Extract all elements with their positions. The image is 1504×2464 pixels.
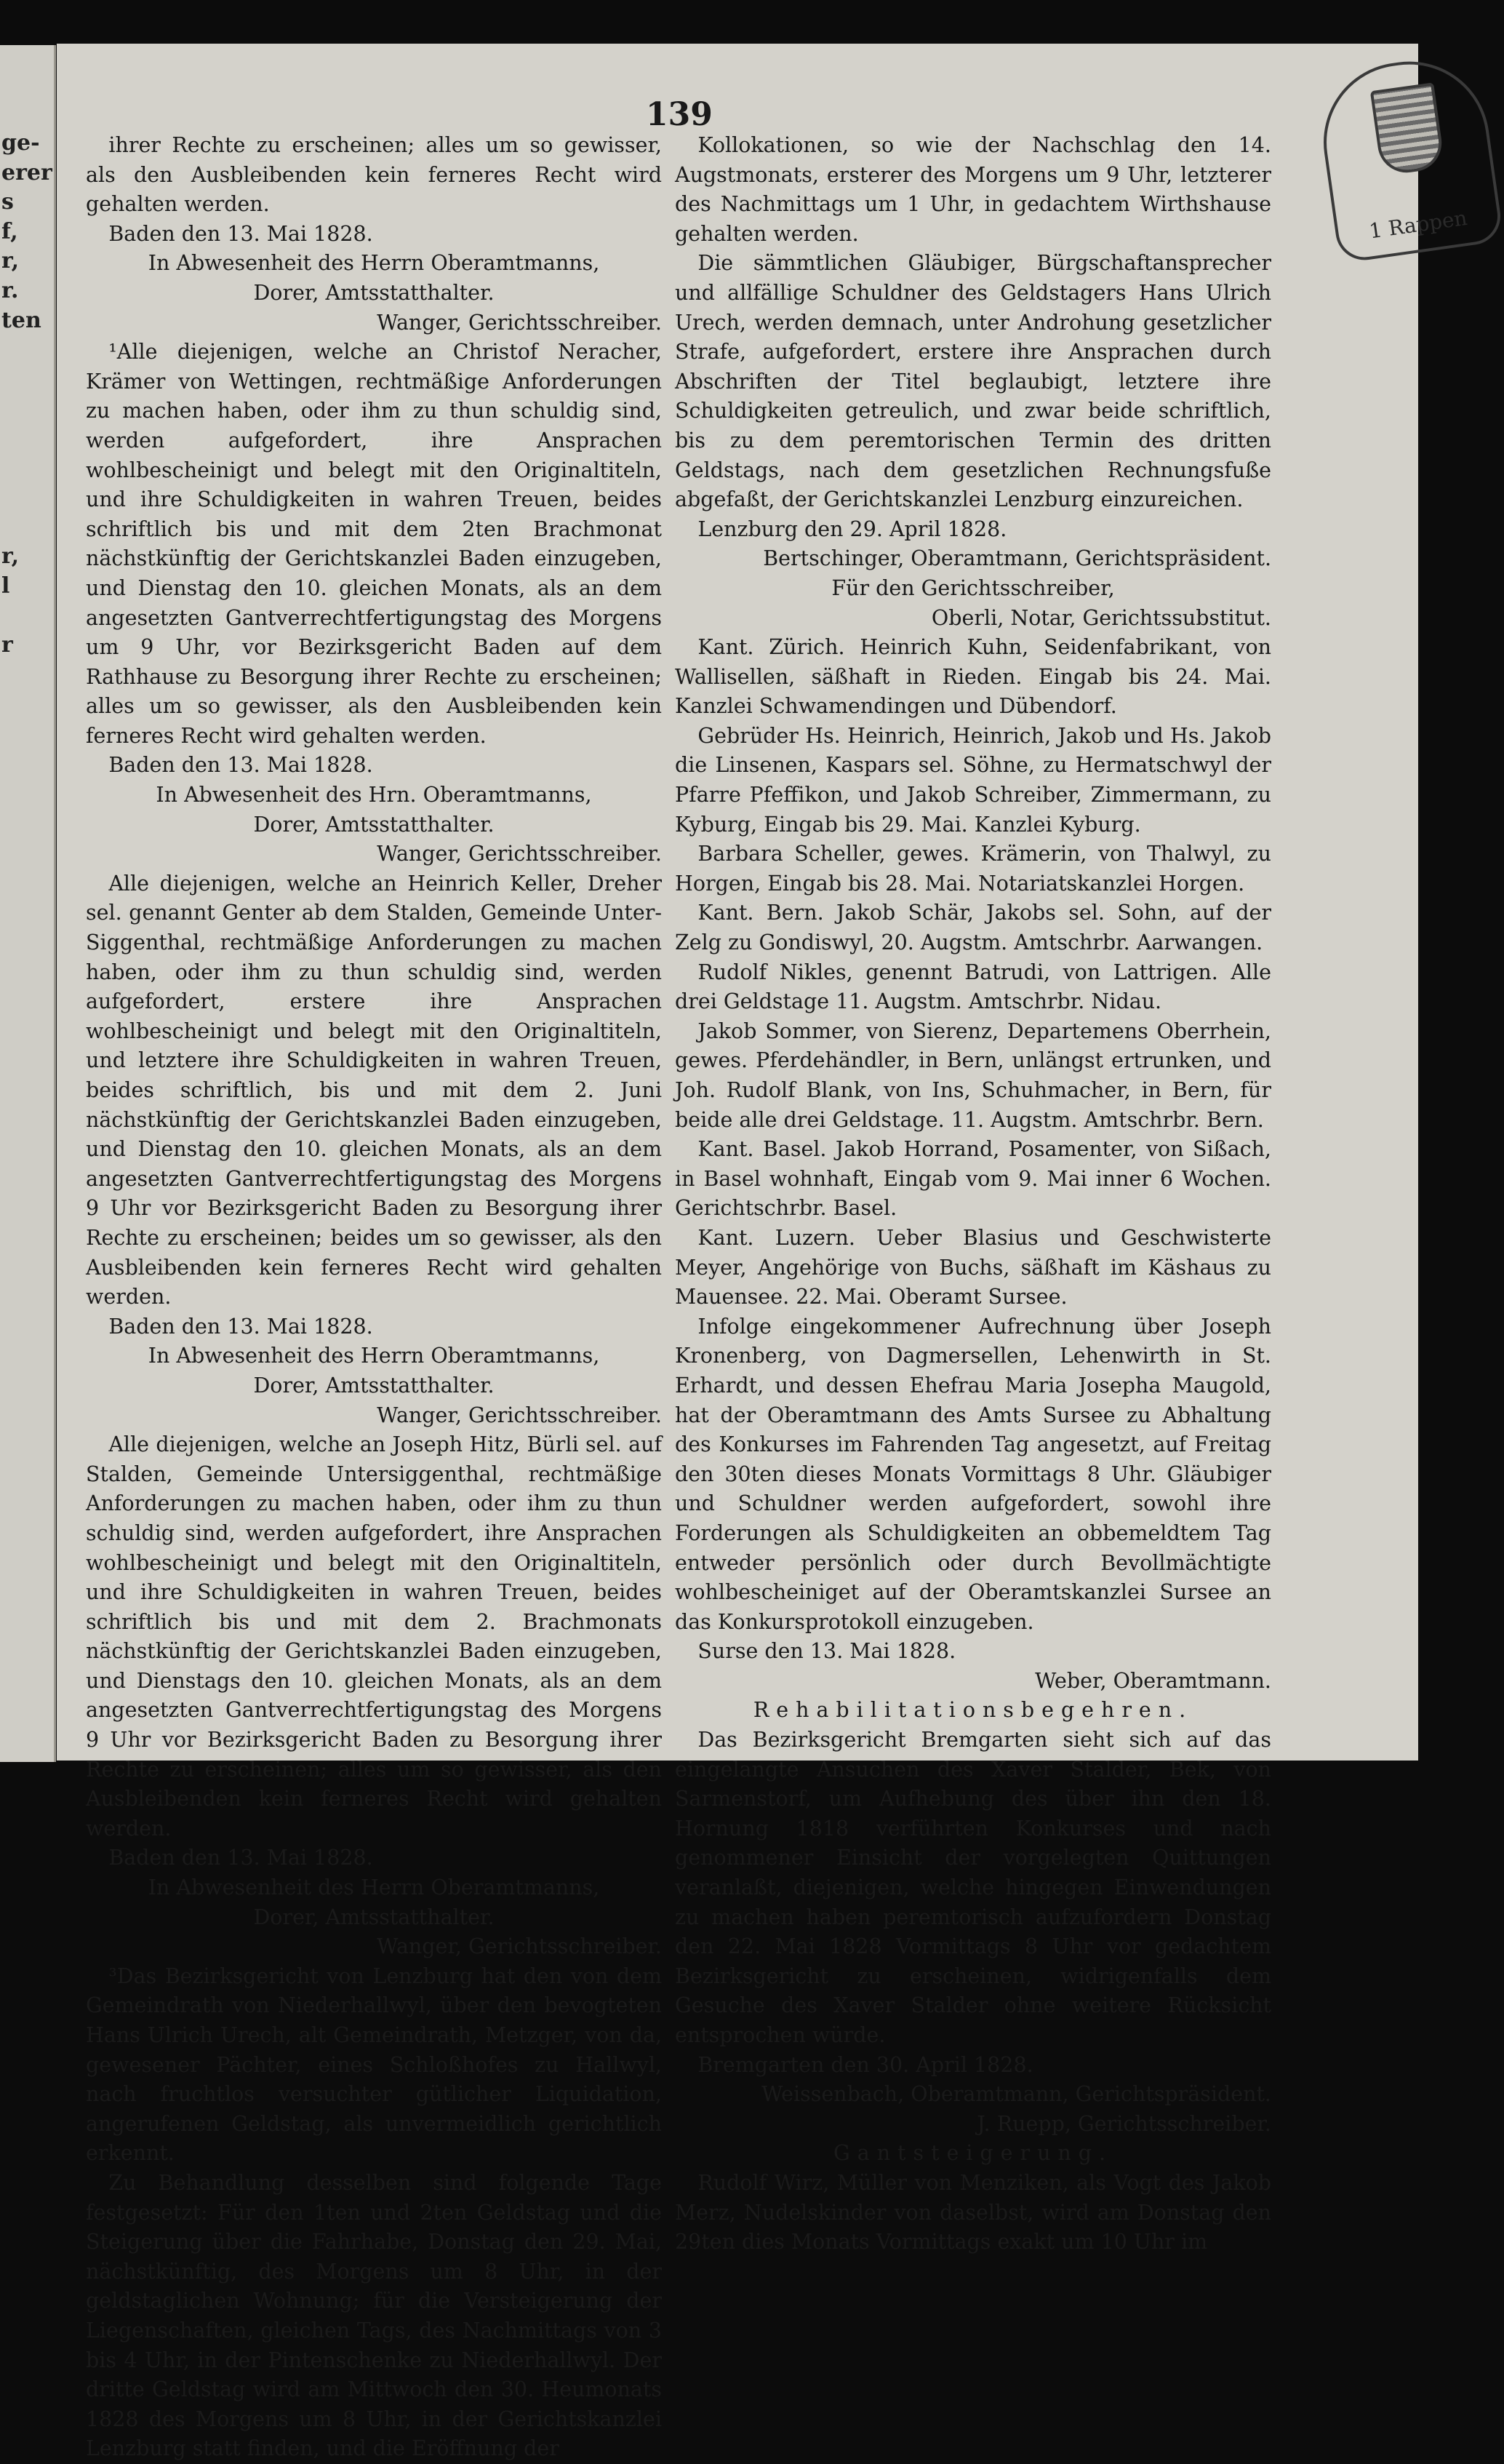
text-block: Baden den 13. Mai 1828. <box>108 1846 373 1870</box>
text-block: ihrer Rechte zu erscheinen; alles um so gewisser, als den Ausbleibenden kein ferneres Recht wird gehalten werden. <box>86 133 662 217</box>
text-block: Baden den 13. Mai 1828. <box>108 753 373 778</box>
text-block: Jakob Sommer, von Sierenz, Departemens Oberrhein, gewes. Pferdehändler, in Bern, unlängst ertrunken, und Joh. Rudolf Blank, von Ins, Schuhmacher, in Bern, für beide alle drei Geldstage. 11. Augstm. Amtschrbr. Bern. <box>675 1018 1271 1132</box>
text-block: ³Das Bezirksgericht von Lenzburg hat den von dem Gemeindrath von Niederhallwyl, über den bevogteten Hans Ulrich Urech, alt Gemeindrath, Metzger, von da, gewesener Pächter, eines Schloßhofes zu Hallwyl, nach fruchtlos versuchter gütlicher Liquidation, angerufenen Geldstag, als unvermeidlich gerichtlich erkennt. <box>86 1963 662 2166</box>
stamp-label: 1 Rappen <box>1367 205 1469 244</box>
text-block: Bremgarten den 30. April 1828. <box>697 2052 1033 2077</box>
text-block: In Abwesenheit des Herrn Oberamtmanns, <box>148 1875 600 1900</box>
right-column <box>675 131 1271 2257</box>
text-block: Dorer, Amtsstatthalter. <box>253 812 495 837</box>
text-block: Rudolf Wirz, Müller von Menziken, als Vogt des Jakob Merz, Nudelskinder von daselbst, wird am Donstag den 29ten dies Monats Vormittags exakt um 10 Uhr im <box>675 2170 1271 2254</box>
margin-fragment: r, <box>1 248 20 274</box>
text-block: Dorer, Amtsstatthalter. <box>253 1905 495 1929</box>
text-block: ¹Alle diejenigen, welche an Christof Neracher, Krämer von Wettingen, rechtmäßige Anforderungen zu machen haben, oder ihm zu thun schuldig sind, werden aufgefordert, ihre Ansprachen wohlbescheinigt und belegt mit den Originaltiteln, und ihre Schuldigkeiten in wahren Treuen, beides schriftlich bis und mit dem 2ten Brachmonat nächstkünftig der Gerichtskanzlei Baden einzugeben, und Dienstag den 10. gleichen Monats, als an dem angesetzten Gantverrechtfertigungstag des Morgens um 9 Uhr, vor Bezirksgericht Baden auf dem Rathhause zu Besorgung ihrer Rechte zu erscheinen; alles um so gewisser, als den Ausbleibenden kein ferneres Recht wird gehalten werden. <box>86 340 662 748</box>
margin-fragment: erer <box>1 159 52 186</box>
text-block: Kant. Bern. Jakob Schär, Jakobs sel. Sohn, auf der Zelg zu Gondiswyl, 20. Augstm. Amtschrbr. Aarwangen. <box>675 901 1271 955</box>
text-block: Wanger, Gerichtsschreiber. <box>377 842 662 866</box>
previous-page-edge <box>0 45 56 1762</box>
shield-icon <box>1370 82 1446 176</box>
text-block: Die sämmtlichen Gläubiger, Bürgschaftansprecher und allfällige Schuldner des Geldstagers Hans Ulrich Urech, werden demnach, unter Androhung gesetzlicher Strafe, aufgefordert, erstere ihre Ansprachen durch Abschriften der Titel beglaubigt, letztere ihre Schuldigkeiten getreulich, und zwar beide schriftlich, bis zu dem peremtorischen Termin des dritten Geldstags, nach dem gesetzlichen Rechnungsfuße abgefaßt, der Gerichtskanzlei Lenzburg einzureichen. <box>675 251 1271 512</box>
text-block: Kant. Luzern. Ueber Blasius und Geschwisterte Meyer, Angehörige von Buchs, säßhaft im Käshaus zu Mauensee. 22. Mai. Oberamt Sursee. <box>675 1225 1271 1309</box>
margin-fragment: ge- <box>1 130 40 156</box>
text-block: Bertschinger, Oberamtmann, Gerichtspräsident. <box>763 546 1271 571</box>
margin-fragment: s <box>1 189 14 215</box>
text-block: Baden den 13. Mai 1828. <box>108 1314 373 1339</box>
section-heading: Rehabilitationsbegehren. <box>753 1698 1193 1723</box>
margin-fragment: f, <box>1 218 18 244</box>
left-column <box>86 131 662 2464</box>
text-block: Wanger, Gerichtsschreiber. <box>377 310 662 335</box>
text-block: Kollokationen, so wie der Nachschlag den 14. Augstmonats, ersterer des Morgens um 9 Uhr, letzterer des Nachmittags um 1 Uhr, in gedachtem Wirthshause gehalten werden. <box>675 133 1271 246</box>
text-block: Das Bezirksgericht Bremgarten sieht sich auf das eingelangte Ansuchen des Xaver Stalder, Bek, von Sarmenstorf, um Aufhebung des über ihn den 18. Hornung 1818 verführten Konkurses und nach genommener Einsicht der vorgelegten Quittungen veranlaßt, diejenigen, welche hingegen Einwendungen zu machen haben peremtorisch aufzufordern Donstag den 22. Mai 1828 Vormittags 8 Uhr vor gedachtem Bezirksgericht zu erscheinen, widrigenfalls dem Gesuche des Xaver Stalder ohne weitere Rücksicht entsprochen würde. <box>675 1728 1271 2047</box>
text-block: Surse den 13. Mai 1828. <box>697 1639 956 1664</box>
text-block: Kant. Basel. Jakob Horrand, Posamenter, von Sißach, in Basel wohnhaft, Eingab vom 9. Mai inner 6 Wochen. Gerichtschrbr. Basel. <box>675 1137 1271 1221</box>
margin-fragment: r, <box>1 543 20 570</box>
text-block: Weber, Oberamtmann. <box>1035 1668 1271 1693</box>
text-block: Baden den 13. Mai 1828. <box>108 221 373 246</box>
text-block: Alle diejenigen, welche an Joseph Hitz, Bürli sel. auf Stalden, Gemeinde Untersiggenthal, rechtmäßige Anforderungen zu machen haben, oder ihm zu thun schuldig sind, werden aufgefordert, ihre Ansprachen wohlbescheinigt und belegt mit den Originaltiteln, und ihre Schuldigkeiten in wahren Treuen, beides schriftlich bis und mit dem 2. Brachmonats nächstkünftig der Gerichtskanzlei Baden einzugeben, und Dienstags den 10. gleichen Monats, als an dem angesetzten Gantverrechtfertigungstag des Morgens 9 Uhr vor Bezirksgericht Baden zu Besorgung ihrer Rechte zu erscheinen; alles um so gewisser, als den Ausbleibenden kein ferneres Recht wird gehalten werden. <box>86 1432 662 1841</box>
text-block: In Abwesenheit des Hrn. Oberamtmanns, <box>156 783 592 808</box>
text-block: Weissenbach, Oberamtmann, Gerichtspräsident. <box>761 2082 1271 2107</box>
text-block: In Abwesenheit des Herrn Oberamtmanns, <box>148 1344 600 1368</box>
text-block: Barbara Scheller, gewes. Krämerin, von Thalwyl, zu Horgen, Eingab bis 28. Mai. Notariatskanzlei Horgen. <box>675 842 1271 896</box>
text-block: Dorer, Amtsstatthalter. <box>253 280 495 305</box>
text-block: Dorer, Amtsstatthalter. <box>253 1373 495 1398</box>
text-block: Rudolf Nikles, genennt Batrudi, von Lattrigen. Alle drei Geldstage 11. Augstm. Amtschrbr. Nidau. <box>675 960 1271 1014</box>
text-block: Kant. Zürich. Heinrich Kuhn, Seidenfabrikant, von Wallisellen, säßhaft in Rieden. Eingab bis 24. Mai. Kanzlei Schwamendingen und Dübendorf. <box>675 635 1271 719</box>
newspaper-page <box>57 44 1469 2461</box>
margin-fragment: l <box>1 573 10 599</box>
text-block: In Abwesenheit des Herrn Oberamtmanns, <box>148 251 600 276</box>
text-block: Für den Gerichtsschreiber, <box>831 575 1115 600</box>
margin-fragment: ten <box>1 307 41 333</box>
text-block: Oberli, Notar, Gerichtssubstitut. <box>931 605 1271 630</box>
section-heading: Gantsteigerung. <box>833 2141 1113 2166</box>
text-block: Wanger, Gerichtsschreiber. <box>377 1934 662 1959</box>
tax-stamp <box>1313 51 1504 263</box>
text-block: Wanger, Gerichtsschreiber. <box>377 1403 662 1427</box>
text-block: Gebrüder Hs. Heinrich, Heinrich, Jakob und Hs. Jakob die Linsenen, Kaspars sel. Söhne, zu Hermatschwyl der Pfarre Pfeffikon, und Jakob Schreiber, Zimmermann, zu Kyburg, Eingab bis 29. Mai. Kanzlei Kyburg. <box>675 723 1271 837</box>
margin-fragment: r <box>1 632 13 658</box>
text-block: Alle diejenigen, welche an Heinrich Keller, Dreher sel. genannt Genter ab dem Stalden, Gemeinde Unter-Siggenthal, rechtmäßige Anforderungen zu machen haben, oder ihm zu thun schuldig sind, werden aufgefordert, erstere ihre Ansprachen wohlbescheinigt und belegt mit den Originaltiteln, und letztere ihre Schuldigkeiten in wahren Treuen, beides schriftlich, bis und mit dem 2. Juni nächstkünftig der Gerichtskanzlei Baden einzugeben, und Dienstag den 10. gleichen Monats, als an dem angesetzten Gantverrechtfertigungstag des Morgens 9 Uhr vor Bezirksgericht Baden zu Besorgung ihrer Rechte zu erscheinen; beides um so gewisser, als den Ausbleibenden kein ferneres Recht wird gehalten werden. <box>86 871 662 1309</box>
text-block: J. Ruepp, Gerichtsschreiber. <box>977 2111 1271 2136</box>
text-block: Infolge eingekommener Aufrechnung über Joseph Kronenberg, von Dagmersellen, Lehenwirth in St. Erhardt, und dessen Ehefrau Maria Josepha Maugold, hat der Oberamtmann des Amts Sursee zu Abhaltung des Konkurses im Fahrenden Tag angesetzt, auf Freitag den 30ten dieses Monats Vormittags 8 Uhr. Gläubiger und Schuldner werden aufgefordert, sowohl ihre Forderungen als Schuldigkeiten an obbemeldtem Tag entweder persönlich oder durch Bevollmächtigte wohlbescheiniget auf der Oberamtskanzlei Sursee an das Konkursprotokoll einzugeben. <box>675 1314 1271 1634</box>
page-number: 139 <box>646 96 713 133</box>
text-block: Zu Behandlung desselben sind folgende Tage festgesetzt: Für den 1ten und 2ten Geldstag und die Steigerung über die Fahrhabe, Donstag den 29. Mai, nächstkünftig, des Morgens um 8 Uhr, in der geldstaglichen Wohnung; für die Versteigerung der Liegenschaften, gleichen Tags, des Nachmittags von 3 bis 4 Uhr, in der Pintenschenke zu Niederhallwyl. Der dritte Geldstag wird am Mittwoch den 30. Heumonats 1828 des Morgens um 8 Uhr, in der Gerichtskanzlei Lenzburg statt finden, und die Eröffnung der <box>86 2170 662 2461</box>
text-block: Lenzburg den 29. April 1828. <box>697 517 1007 541</box>
margin-fragment: r. <box>1 278 19 303</box>
